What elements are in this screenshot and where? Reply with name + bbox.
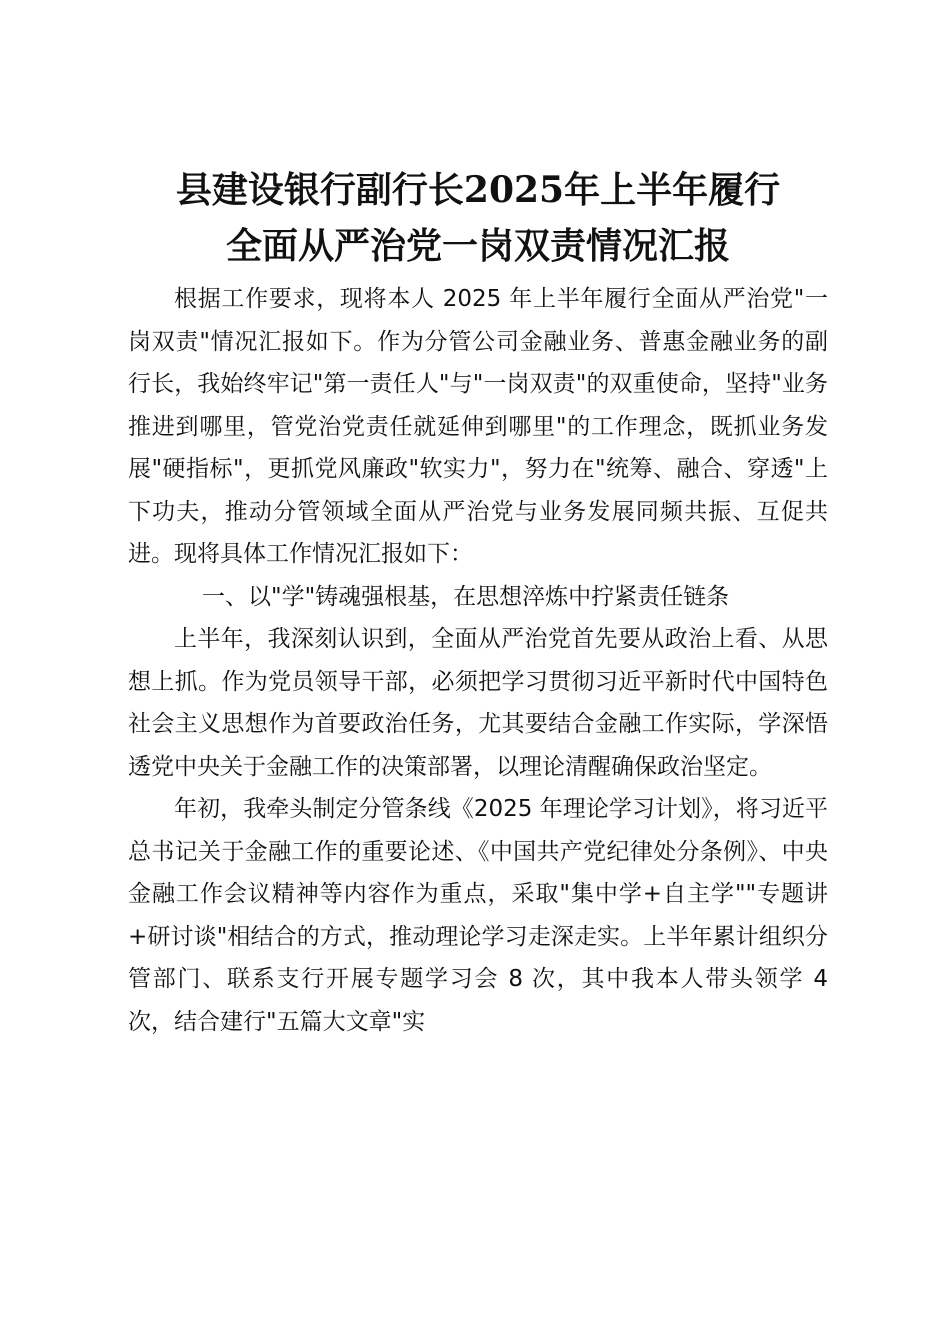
intro-paragraph: 根据工作要求，现将本人 2025 年上半年履行全面从严治党"一岗双责"情况汇报如下。作为分管公司金融业务、普惠金融业务的副行长，我始终牢记"第一责任人"与"一岗双责"的双重使命，坚持"业务推进到哪里，管党治党责任就延伸到哪里"的工作理念，既抓业务发展"硬指标"，更抓党风廉政"软实力"，努力在"统筹、融合、穿透"上下功夫，推动分管领域全面从严治党与业务发展同频共振、互促共进。现将具体工作情况汇报如下：	[128, 286, 828, 567]
title-line-1: 县建设银行副行长2025年上半年履行	[175, 169, 781, 211]
document-body	[128, 278, 828, 1043]
body-paragraph: 上半年，我深刻认识到，全面从严治党首先要从政治上看、从思想上抓。作为党员领导干部，必须把学习贯彻习近平新时代中国特色社会主义思想作为首要政治任务，尤其要结合金融工作实际，学深悟透党中央关于金融工作的决策部署，以理论清醒确保政治坚定。	[128, 626, 828, 780]
body-paragraph: 年初，我牵头制定分管条线《2025 年理论学习计划》，将习近平总书记关于金融工作的重要论述、《中国共产党纪律处分条例》、中央金融工作会议精神等内容作为重点，采取"集中学+自主学""专题讲+研讨谈"相结合的方式，推动理论学习走深走实。上半年累计组织分管部门、联系支行开展专题学习会 8 次，其中我本人带头领学 4 次，结合建行"五篇大文章"实	[128, 796, 828, 1035]
document-title	[128, 162, 828, 274]
section-heading: 一、以"学"铸魂强根基，在思想淬炼中拧紧责任链条	[202, 583, 730, 610]
title-line-2: 全面从严治党一岗双责情况汇报	[225, 225, 730, 267]
